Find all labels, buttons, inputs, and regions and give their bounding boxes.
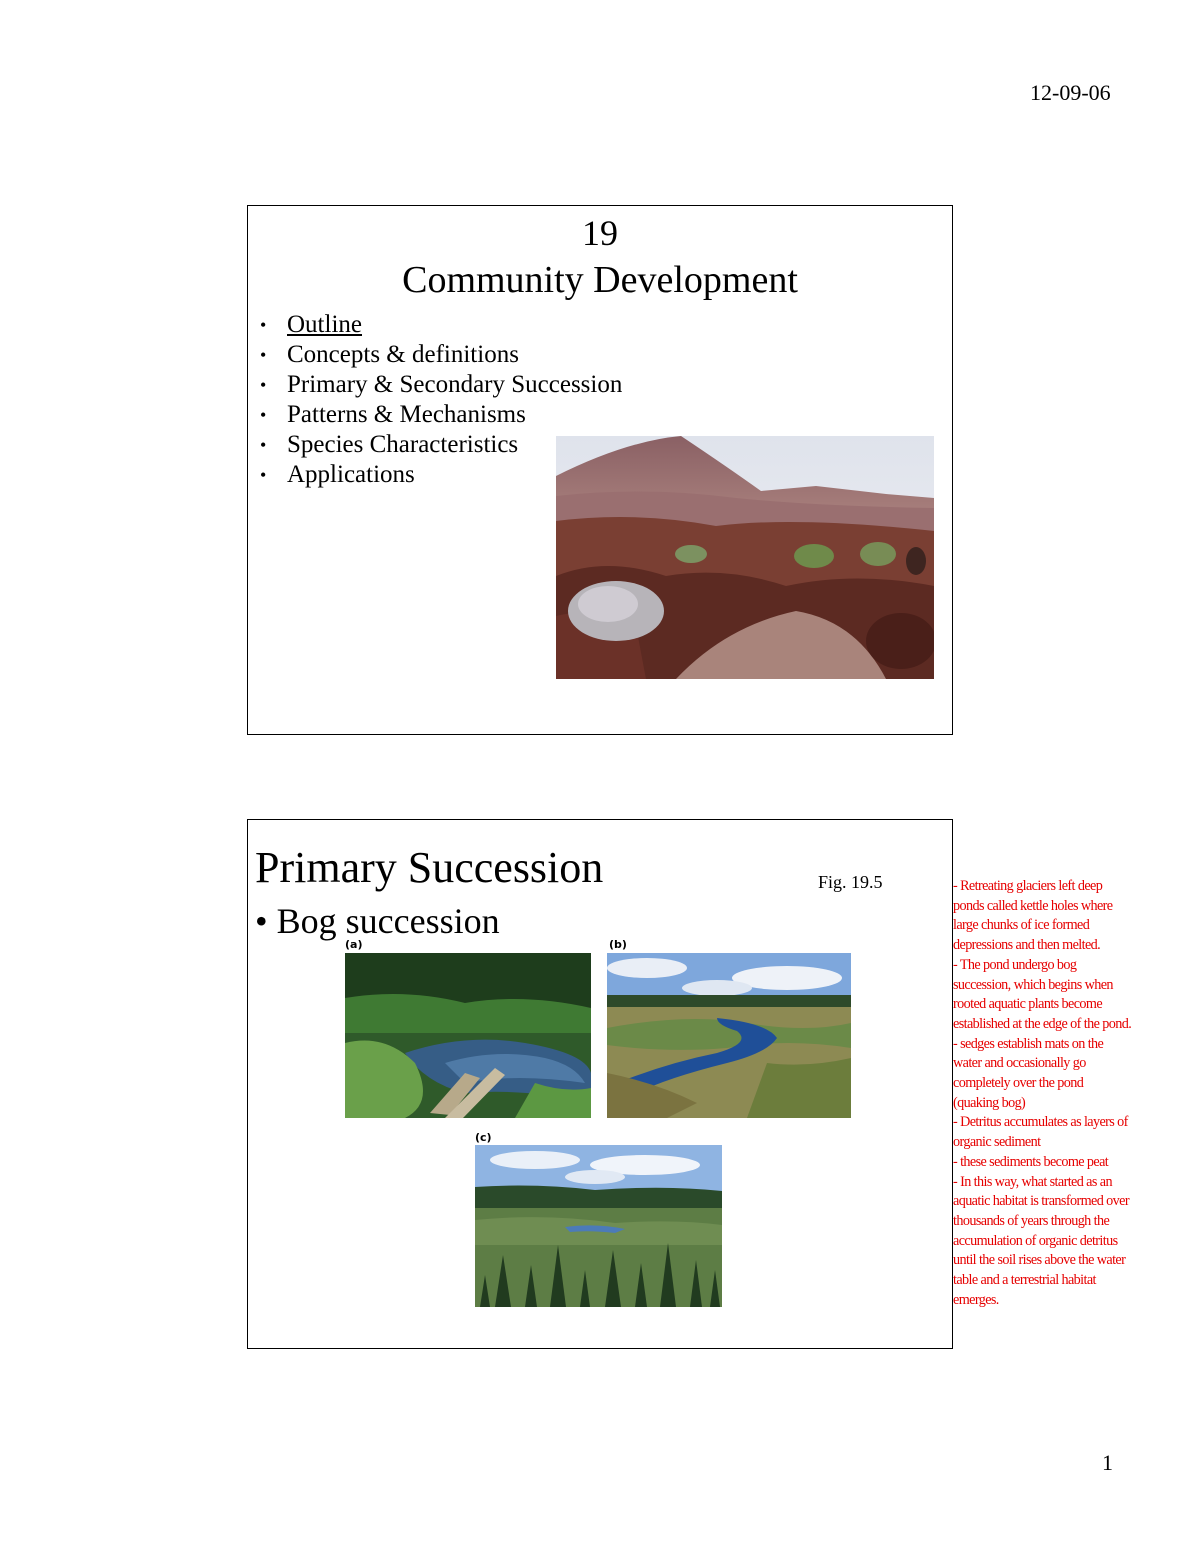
bullet-text: Patterns & Mechanisms — [287, 401, 526, 428]
spruce-bog-landscape-photo — [475, 1145, 722, 1307]
pond-with-beaver-dam-photo — [345, 953, 591, 1118]
notes-line: large chunks of ice formed — [953, 917, 1090, 934]
bullet-text: Applications — [287, 461, 415, 488]
notes-line: - Retreating glaciers left deep — [953, 878, 1103, 894]
notes-line: - In this way, what started as an — [953, 1173, 1112, 1190]
notes-line: depressions and then melted. — [953, 937, 1101, 954]
slide-title: Community Development — [402, 259, 798, 301]
notes-line: thousands of years through the — [953, 1212, 1110, 1229]
notes-line: emerges. — [953, 1291, 999, 1308]
notes-line: succession, which begins when — [953, 976, 1113, 993]
slide-chapter-number: 19 — [582, 213, 618, 253]
notes-line: ponds called kettle holes where — [953, 897, 1113, 914]
bullet-item: • Bog succession — [255, 901, 500, 941]
speaker-notes — [953, 877, 1199, 1310]
page-number: 1 — [1102, 1450, 1113, 1475]
notes-line: (quaking bog) — [953, 1094, 1026, 1111]
notes-line: completely over the pond — [953, 1075, 1084, 1092]
notes-line: aquatic habitat is transformed over — [953, 1193, 1129, 1210]
panel-label-b: (b) — [609, 938, 627, 951]
panel-label-c: (c) — [475, 1131, 492, 1144]
bullet-text: Species Characteristics — [287, 431, 519, 458]
notes-line: established at the edge of the pond. — [953, 1015, 1132, 1032]
bullet-item: • Primary & Secondary Succession — [260, 371, 623, 398]
notes-line: water and occasionally go — [953, 1055, 1086, 1072]
notes-line: accumulation of organic detritus — [953, 1232, 1118, 1249]
bullet-text: Bog succession — [276, 901, 500, 941]
notes-line: organic sediment — [953, 1134, 1041, 1151]
bullet-item: • Patterns & Mechanisms — [260, 401, 526, 428]
slide-title: Primary Succession — [255, 843, 604, 892]
bullet-text-outline: Outline — [287, 311, 362, 338]
notes-line: - Detritus accumulates as layers of — [953, 1114, 1128, 1131]
notes-line: - these sediments become peat — [953, 1153, 1109, 1170]
bullet-text: Primary & Secondary Succession — [287, 371, 623, 398]
notes-line: - The pond undergo bog — [953, 956, 1077, 973]
notes-line: until the soil rises above the water — [953, 1252, 1126, 1269]
bog-stream-photo — [607, 953, 851, 1118]
page-date: 12-09-06 — [1030, 80, 1111, 105]
figure-reference: Fig. 19.5 — [818, 872, 883, 892]
slide-community-development — [247, 205, 953, 735]
bullet-item: • Applications — [260, 461, 415, 488]
notes-line: rooted aquatic plants become — [953, 996, 1103, 1013]
bullet-item: • Outline — [260, 311, 362, 338]
panel-label-a: (a) — [345, 938, 363, 951]
notes-line: table and a terrestrial habitat — [953, 1272, 1096, 1289]
notes-line: - sedges establish mats on the — [953, 1035, 1104, 1052]
bullet-text: Concepts & definitions — [287, 341, 519, 368]
slide-primary-succession — [247, 819, 953, 1349]
bullet-item: • Concepts & definitions — [260, 341, 519, 368]
lava-field-photo — [556, 436, 934, 679]
bullet-item: • Species Characteristics — [260, 431, 519, 458]
